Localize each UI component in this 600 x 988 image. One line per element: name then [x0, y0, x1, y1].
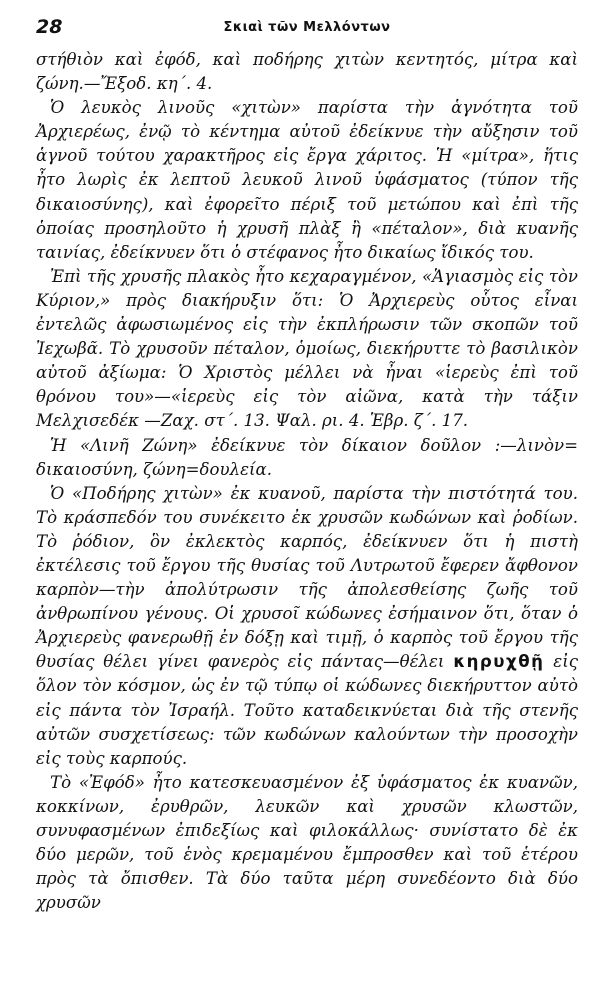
- paragraph-5: [36, 482, 578, 771]
- paragraph-6: Τὸ «Ἐφόδ» ἦτο κατεσκευασμένον ἐξ ὑφάσματος ἐκ κυανῶν, κοκκίνων, ἐρυθρῶν, λευκῶν καὶ χρυσῶν κλωστῶν, συνυφασμένων ἐπιδεξίως καὶ φιλοκάλλως· συνίστατο δὲ ἐκ δύο μερῶν, τοῦ ἑνὸς κρεμαμένου ἔμπροσθεν καὶ τοῦ ἑτέρου πρὸς τὰ ὄπισθεν. Τὰ δύο ταῦτα μέρη συνεδέοντο διὰ δύο χρυσῶν: [36, 772, 578, 913]
- body-text: [36, 48, 578, 915]
- running-head: Σκιαὶ τῶν Μελλόντων: [223, 20, 391, 35]
- paragraph-5-text: Ὁ «Ποδήρης χιτὼν» ἐκ κυανοῦ, παρίστα τὴν πιστότητά του. Τὸ κράσπεδόν του συνέκειτο ἐκ χρυσῶν κωδώνων καὶ ῥοδίων. Τὸ ῥόδιον, ὃν ἐκλεκτὸς καρπός, ἐδείκνυεν ὅτι ἡ πιστὴ ἐκτέλεσις τοῦ ἔργου τῆς θυσίας τοῦ Λυτρωτοῦ ἔφερεν ἄφθονον καρπὸν—τὴν ἀπολύτρωσιν τῆς ἀπολεσθείσης ζωῆς τοῦ ἀνθρωπίνου γένους. Οἱ χρυσοῖ κώδωνες ἐσήμαινον ὅτι, ὅταν ὁ Ἀρχιερεὺς φανερωθῇ ἐν δόξῃ καὶ τιμῇ, ὁ καρπὸς τοῦ ἔργου τῆς θυσίας θέλει γίνει φανερὸς εἰς πάντας—θέλει: [36, 483, 578, 672]
- paragraph-1: στήθιὸν καὶ ἐφόδ, καὶ ποδήρης χιτὼν κεντητός, μίτρα καὶ ζώνη.—Ἔξοδ. κη΄. 4.: [36, 50, 578, 94]
- paragraph-2: Ὁ λευκὸς λινοῦς «χιτὼν» παρίστα τὴν ἁγνότητα τοῦ Ἀρχιερέως, ἐνῷ τὸ κέντημα αὐτοῦ ἐδείκνυε τὴν αὔξησιν τοῦ ἁγνοῦ τούτου χαρακτῆρος εἰς ἔργα χάριτος. Ἡ «μίτρα», ἥτις ἦτο λωρὶς ἐκ λεπτοῦ λευκοῦ λινοῦ ὑφάσματος (τύπον τῆς δικαιοσύνης), καὶ ἐφορεῖτο πέριξ τοῦ μετώπου καὶ ἐπὶ τῆς ὁποίας προσηλοῦτο ἡ χρυσῆ πλὰξ ἢ «πέταλον», διὰ κυανῆς ταινίας, ἐδείκνυεν ὅτι ὁ στέφανος ἦτο δικαίως ἴδικός του.: [36, 98, 578, 262]
- page-header: [36, 14, 578, 48]
- paragraph-3: Ἐπὶ τῆς χρυσῆς πλακὸς ἦτο κεχαραγμένον, «Ἁγιασμὸς εἰς τὸν Κύριον,» πρὸς διακήρυξιν ὅτι: Ὁ Ἀρχιερεὺς οὗτος εἶναι ἐντελῶς ἀφωσιωμένος εἰς τὴν ἐκπλήρωσιν τῶν σκοπῶν τοῦ Ἰεχωβᾶ. Τὸ χρυσοῦν πέταλον, ὁμοίως, διεκήρυττε τὸ βασιλικὸν αὐτοῦ ἀξίωμα: Ὁ Χριστὸς μέλλει νὰ ἦναι «ἱερεὺς ἐπὶ τοῦ θρόνου του»—«ἱερεὺς εἰς τὸν αἰῶνα, κατὰ τὴν τάξιν Μελχισεδέκ —Ζαχ. στ΄. 13. Ψαλ. ρι. 4. Ἑβρ. ζ΄. 17.: [36, 266, 578, 431]
- bold-word: κηρυχθῇ: [453, 652, 545, 672]
- page-number: 28: [36, 16, 63, 38]
- paragraph-5-continuation: εἰς ὅλον τὸν κόσμον, ὡς ἐν τῷ τύπῳ οἱ κώδωνες διεκήρυττον αὐτὸ εἰς πάντα τὸν Ἰσραήλ. Τοῦτο καταδεικνύεται διὰ τῆς στενῆς αὐτῶν συσχετίσεως: τῶν κωδώνων καλούντων τὴν προσοχὴν εἰς τοὺς καρπούς.: [36, 652, 579, 768]
- paragraph-4: Ἡ «Λινῆ Ζώνη» ἐδείκνυε τὸν δίκαιον δοῦλον :—λινὸν= δικαιοσύνη, ζώνη=δουλεία.: [36, 435, 578, 479]
